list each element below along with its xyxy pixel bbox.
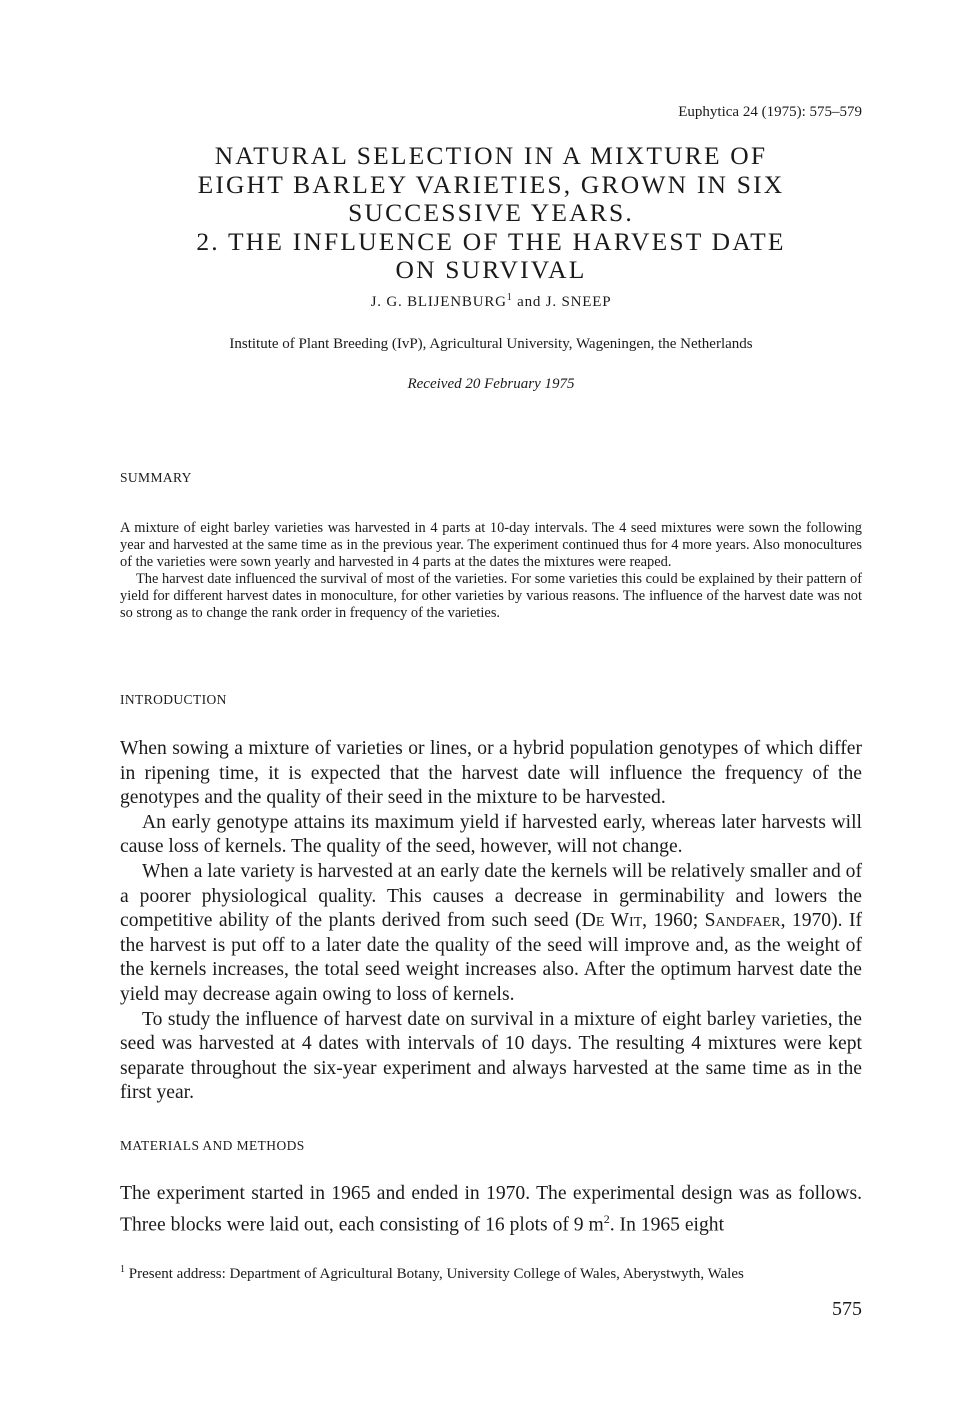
intro-paragraph: When sowing a mixture of varieties or lines, or a hybrid population genotypes of which differ in ripening time, it is expected that the harvest date will influence the frequency of the genotypes and the quality of their seed in the mixture to be harvested. <box>120 738 862 809</box>
affiliation: Institute of Plant Breeding (IvP), Agricultural University, Wageningen, the Netherlands <box>229 336 753 352</box>
author-1: J. G. BLIJENBURG <box>370 294 507 310</box>
received-date: Received 20 February 1975 <box>407 376 575 392</box>
methods-text: . In 1965 eight <box>609 1214 725 1236</box>
intro-text: When a late variety is harvested at an early date the kernels will be relatively smaller and of a poorer physiological quality. This causes a decrease in germinability and lowers the competitive ability of the plants derived from such seed ( <box>120 860 862 932</box>
footnote-text: Present address: Department of Agricultural Botany, University College of Wales, Aberystwyth, Wales <box>125 1266 744 1282</box>
title-line: NATURAL SELECTION IN A MIXTURE OF <box>214 141 768 170</box>
intro-paragraph <box>120 860 862 1008</box>
summary-heading: SUMMARY <box>120 470 192 485</box>
citation: De Wit <box>581 910 643 932</box>
author-footnote-mark: 1 <box>506 292 513 303</box>
footnote-mark: 1 <box>120 1264 125 1275</box>
intro-paragraph: To study the influence of harvest date on survival in a mixture of eight barley varieties, the seed was harvested at 4 dates with intervals of 10 days. The resulting 4 mixtures were kept separate throughout the six-year experiment and always harvested at the same time as in the first year. <box>120 1008 862 1104</box>
intro-text: , 1970). If the harvest is put off to a later date the quality of the seed will improve and, as the weight of the kernels increases, the total seed weight increases also. After the optimum harvest date the yield may decrease again owing to loss of kernels. <box>120 910 862 1005</box>
methods-heading: MATERIALS AND METHODS <box>120 1138 305 1153</box>
title-line: SUCCESSIVE YEARS. <box>348 198 634 227</box>
title-line: 2. THE INFLUENCE OF THE HARVEST DATE <box>196 226 786 256</box>
summary-paragraph: The harvest date influenced the survival of most of the varieties. For some varieties this could be explained by their pattern of yield for different harvest dates in monoculture, for other varieties by various reasons. The influence of the harvest date was not so strong as to change the rank order in frequency of the varieties. <box>120 571 862 621</box>
intro-paragraph: An early genotype attains its maximum yield if harvested early, whereas later harvests will cause loss of kernels. The quality of the seed, however, will not change. <box>120 811 862 858</box>
superscript: 2 <box>603 1211 610 1226</box>
summary-body <box>120 520 862 622</box>
introduction-body <box>120 737 862 1106</box>
title-line: EIGHT BARLEY VARIETIES, GROWN IN SIX <box>197 169 785 199</box>
paper-title <box>120 142 862 285</box>
authors <box>120 292 862 311</box>
citation: Sandfaer <box>704 910 781 932</box>
methods-body <box>120 1182 862 1238</box>
intro-text: , 1960; <box>642 910 705 932</box>
summary-paragraph: A mixture of eight barley varieties was harvested in 4 parts at 10-day intervals. The 4 seed mixtures were sown the following year and harvested at the same time as in the previous year. The experiment continued thus for 4 more years. Also monocultures of the varieties were sown yearly and harvested in 4 parts at the dates the mixtures were reaped. <box>120 520 862 570</box>
methods-paragraph <box>120 1182 862 1238</box>
footnote <box>120 1264 862 1283</box>
methods-text: The experiment started in 1965 and ended in 1970. The experimental design was as follows. Three blocks were laid out, each consisting of 16 plots of 9 m <box>120 1183 862 1236</box>
introduction-heading: INTRODUCTION <box>120 692 227 707</box>
page-number: 575 <box>832 1298 862 1320</box>
title-line: ON SURVIVAL <box>395 255 587 284</box>
author-2: and J. SNEEP <box>512 294 612 310</box>
journal-reference: Euphytica 24 (1975): 575–579 <box>678 104 862 120</box>
